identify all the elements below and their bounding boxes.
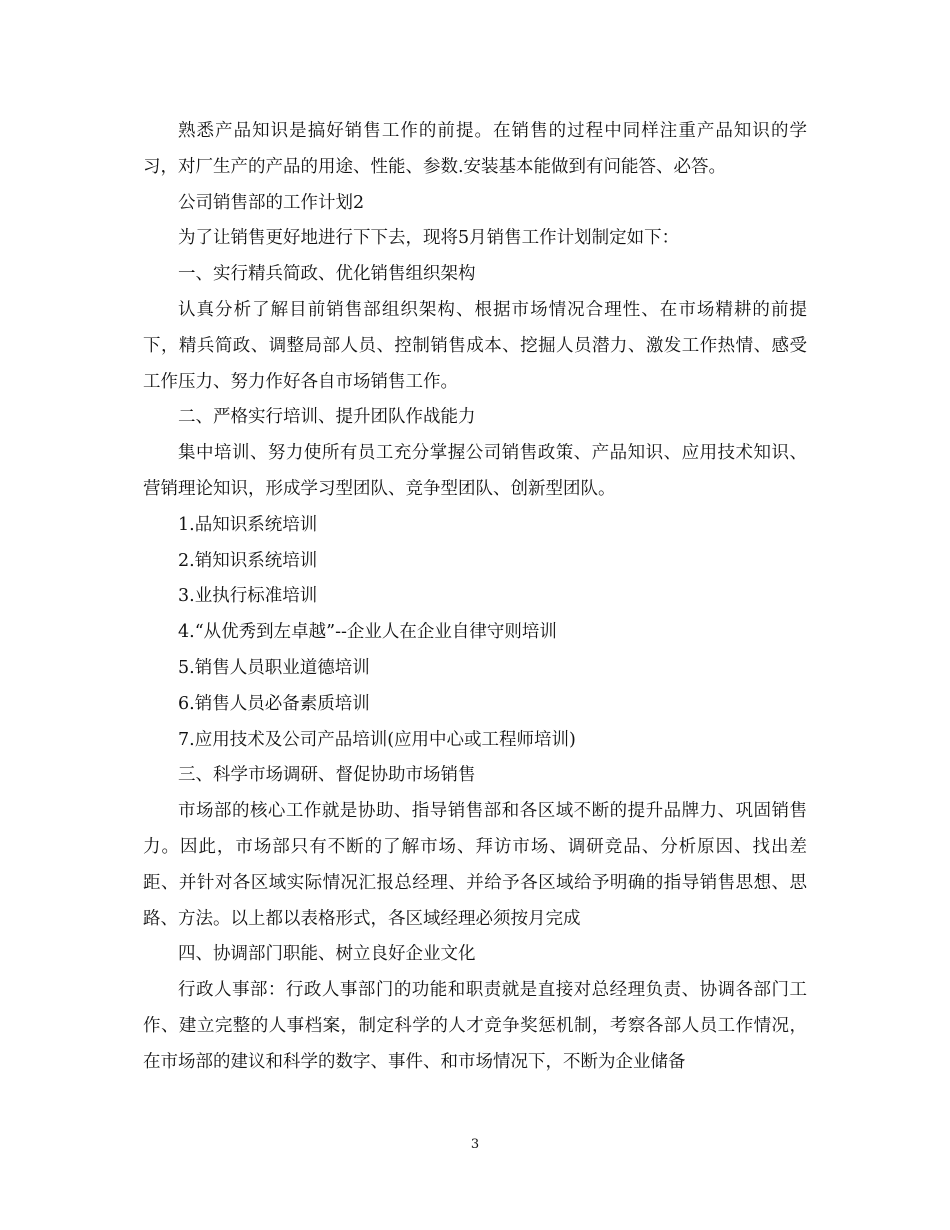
section-heading: 一、实行精兵简政、优化销售组织架构 [178,264,476,285]
paragraph: 熟悉产品知识是搞好销售工作的前提。在销售的过程中同样注重产品知识的学习，对厂生产的产品的用途、性能、参数.安装基本能做到有问能答、必答。 [143,121,807,177]
list-item: 5.销售人员职业道德培训 [178,657,370,678]
section-heading: 三、科学市场调研、督促协助市场销售 [178,765,476,786]
page-number: 3 [470,1137,480,1152]
list-item: 1.品知识系统培训 [178,514,318,535]
paragraph: 市场部的核心工作就是协助、指导销售部和各区域不断的提升品牌力、巩固销售力。因此，市场部只有不断的了解市场、拜访市场、调研竞品、分析原因、找出差距、并针对各区域实际情况汇报总经理、并给予各区域给予明确的指导销售思想、思路、方法。以上都以表格形式，各区域经理必须按月完成 [143,801,807,929]
document-body [143,114,807,1081]
section-heading: 二、严格实行培训、提升团队作战能力 [178,407,476,428]
list-item: 6.销售人员必备素质培训 [178,693,370,714]
list-item: 4.“从优秀到左卓越”--企业人在企业自律守则培训 [178,622,557,643]
paragraph: 为了让销售更好地进行下下去，现将5月销售工作计划制定如下： [178,228,680,249]
list-item: 3.业执行标准培训 [178,586,318,607]
paragraph: 认真分析了解目前销售部组织架构、根据市场情况合理性、在市场精耕的前提下，精兵简政、调整局部人员、控制销售成本、挖掘人员潜力、激发工作热情、感受工作压力、努力作好各自市场销售工作。 [143,299,807,392]
list-item: 7.应用技术及公司产品培训(应用中心或工程师培训) [178,729,576,750]
paragraph: 行政人事部：行政人事部门的功能和职责就是直接对总经理负责、协调各部门工作、建立完整的人事档案，制定科学的人才竞争奖惩机制，考察各部人员工作情况，在市场部的建议和科学的数字、事件、和市场情况下，不断为企业储备 [143,980,807,1072]
list-item: 2.销知识系统培训 [178,550,318,571]
paragraph: 集中培训、努力使所有员工充分掌握公司销售政策、产品知识、应用技术知识、营销理论知识，形成学习型团队、竞争型团队、创新型团队。 [143,443,807,499]
section-heading: 四、协调部门职能、树立良好企业文化 [178,944,476,965]
paragraph: 公司销售部的工作计划2 [178,192,365,213]
